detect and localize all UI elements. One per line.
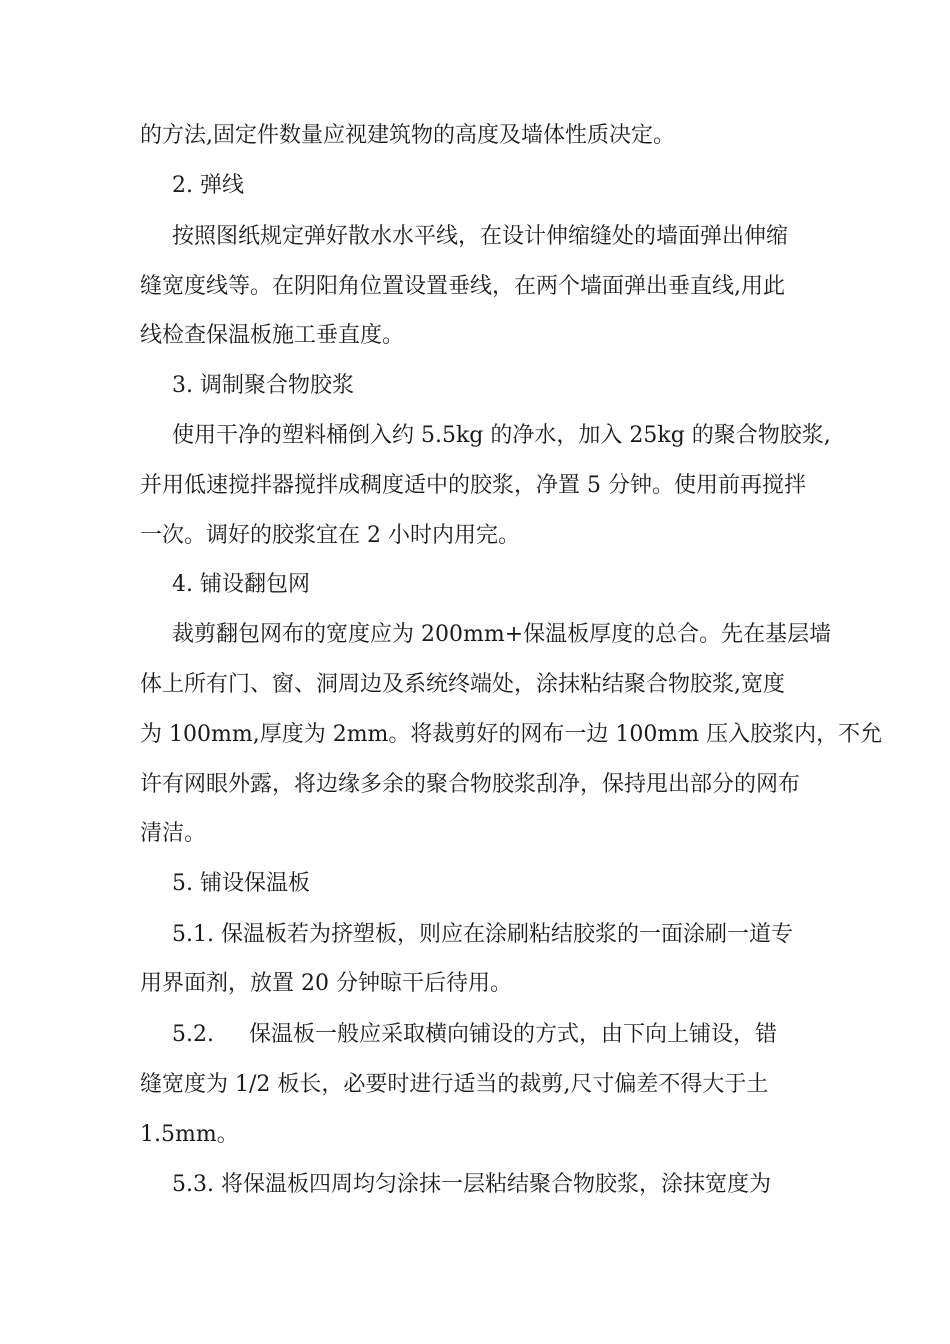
body-line: 为 100mm,厚度为 2mm。将裁剪好的网布一边 100mm 压入胶浆内，不允 [140, 722, 883, 747]
body-line: 缝宽度线等。在阴阳角位置设置垂线，在两个墙面弹出垂直线,用此 [140, 274, 785, 299]
section-heading: 3. 调制聚合物胶浆 [172, 373, 354, 398]
body-line: 裁剪翻包网布的宽度应为 200mm+保温板厚度的总合。先在基层墙 [172, 622, 832, 647]
body-line: 清洁。 [140, 821, 207, 846]
body-line: 线检查保温板施工垂直度。 [140, 323, 405, 348]
body-line: 缝宽度为 1/2 板长，必要时进行适当的裁剪,尺寸偏差不得大于土 [140, 1072, 769, 1097]
body-line: 许有网眼外露，将边缘多余的聚合物胶浆刮净，保持甩出部分的网布 [140, 772, 801, 797]
body-line: 使用干净的塑料桶倒入约 5.5kg 的净水，加入 25kg 的聚合物胶浆, [172, 423, 831, 448]
body-line: 一次。调好的胶浆宜在 2 小时内用完。 [140, 523, 520, 548]
body-line: 5.2. 保温板一般应采取横向铺设的方式，由下向上铺设，错 [172, 1022, 777, 1047]
body-line: 体上所有门、窗、洞周边及系统终端处，涂抹粘结聚合物胶浆,宽度 [140, 672, 785, 697]
body-line: 的方法,固定件数量应视建筑物的高度及墙体性质决定。 [140, 123, 675, 148]
section-heading: 5. 铺设保温板 [172, 871, 310, 896]
body-line: 按照图纸规定弹好散水水平线，在设计伸缩缝处的墙面弹出伸缩 [172, 224, 789, 249]
body-line: 5.3. 将保温板四周均匀涂抹一层粘结聚合物胶浆，涂抹宽度为 [172, 1172, 771, 1197]
body-line: 5.1. 保温板若为挤塑板，则应在涂刷粘结胶浆的一面涂刷一道专 [172, 922, 793, 947]
section-heading: 2. 弹线 [172, 173, 244, 198]
body-line: 用界面剂，放置 20 分钟晾干后待用。 [140, 971, 512, 996]
section-heading: 4. 铺设翻包网 [172, 572, 310, 597]
body-line: 并用低速搅拌器搅拌成稠度适中的胶浆，净置 5 分钟。使用前再搅拌 [140, 473, 806, 498]
body-line: 1.5mm。 [140, 1122, 239, 1147]
